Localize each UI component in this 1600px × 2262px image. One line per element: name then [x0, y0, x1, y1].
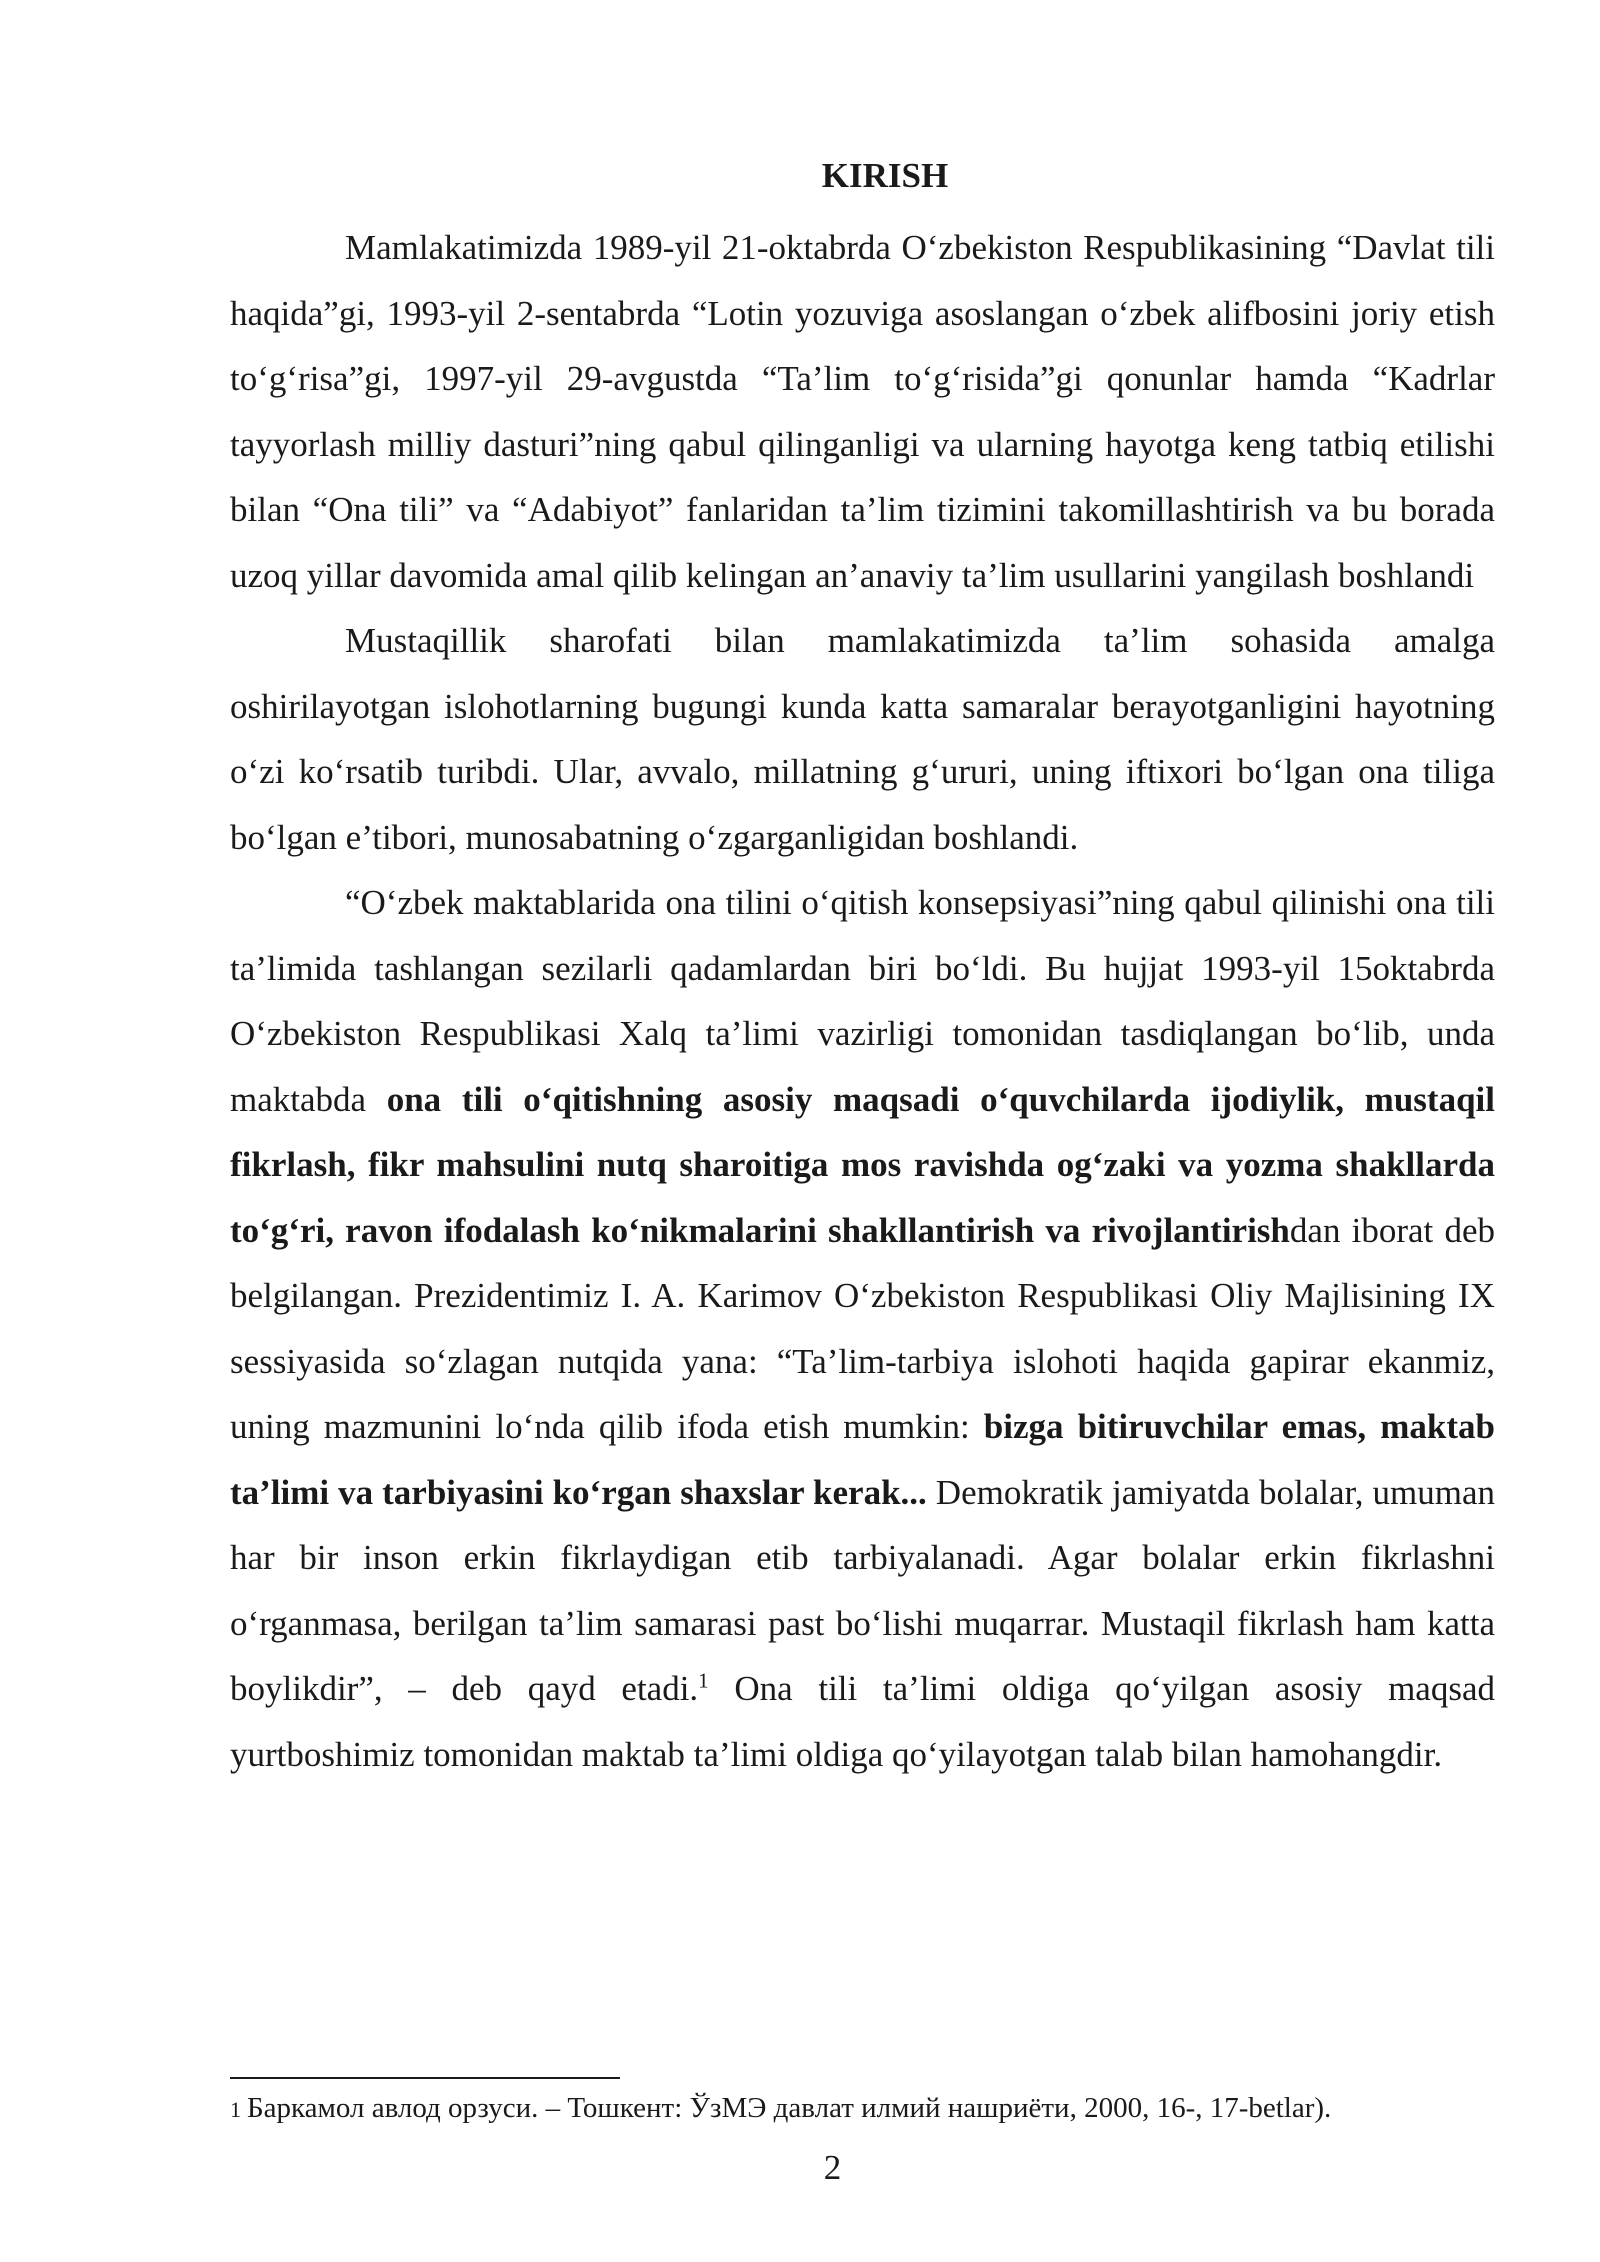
- footnote: [230, 2088, 1530, 2130]
- page-number: 2: [823, 2148, 842, 2187]
- document-body: [230, 150, 1495, 1787]
- section-heading: KIRISH: [821, 156, 949, 195]
- text-segment: dan iborat deb belgilangan. Prezidentimiz I. A. Karimov O‘zbekiston Respublikasi Oliy Majlisining IX sessiyasida so‘zlagan nutqida yana: “Ta’lim-tarbiya islohoti haqida gapirar ekanmiz, uning mazmunini lo‘nda qilib ifoda etish mumkin:: [230, 1210, 1495, 1446]
- bold-text-segment: bizga bitiruvchilar emas, maktab ta’limi va tarbiyasini ko‘rgan shaxslar kerak...: [230, 1407, 1495, 1512]
- text-segment: “O‘zbek maktablarida ona tilini o‘qitish konsepsiyasi”ning qabul qilinishi ona tili ta’limida tashlangan sezilarli qadamlardan biri bo‘ldi. Bu hujjat 1993-yil 15oktabrda O‘zbekiston Respublikasi Xalq ta’limi vazirligi tomonidan tasdiqlangan bo‘lib, unda maktabda: [230, 883, 1495, 1119]
- footnote-reference: 1: [698, 1668, 709, 1693]
- footnote-text: Баркамол авлод орзуси. – Тошкент: ЎзМЭ давлат илмий нашриёти, 2000, 16-, 17-betlar).: [247, 2092, 1332, 2124]
- footnote-number: 1: [230, 2097, 241, 2122]
- text-segment: Mamlakatimizda 1989-yil 21-oktabrda O‘zbekiston Respublikasining “Davlat tili haqida”gi, 1993-yil 2-sentabrda “Lotin yozuviga asoslangan o‘zbek alifbosini joriy etish to‘g‘risa”gi, 1997-yil 29-avgustda “Ta’lim to‘g‘risida”gi qonunlar hamda “Kadrlar tayyorlash milliy dasturi”ning qabul qilinganligi va ularning hayotga keng tatbiq etilishi bilan “Ona tili” va “Adabiyot” fanlaridan ta’lim tizimini takomillashtirish va bu borada uzoq yillar davomida amal qilib kelingan an’anaviy ta’lim usullarini yangilash boshlandi: [230, 228, 1495, 595]
- footnote-separator: [230, 2077, 620, 2079]
- paragraph: [230, 870, 1495, 1787]
- bold-text-segment: ona tili o‘qitishning asosiy maqsadi o‘quvchilarda ijodiylik, mustaqil fikrlash, fikr mahsulini nutq sharoitiga mos ravishda og‘zaki va yozma shakllarda to‘g‘ri, ravon ifodalash ko‘nikmalarini shakllantirish va rivojlantirish: [230, 1079, 1495, 1250]
- text-segment: Ona tili ta’limi oldiga qo‘yilgan asosiy maqsad yurtboshimiz tomonidan maktab ta’limi oldiga qo‘yilayotgan talab bilan hamohangdir.: [230, 1669, 1495, 1774]
- paragraph: [230, 215, 1495, 608]
- text-segment: Demokratik jamiyatda bolalar, umuman har bir inson erkin fikrlaydigan etib tarbiyalanadi. Agar bolalar erkin fikrlashni o‘rganmasa, berilgan ta’lim samarasi past bo‘lishi muqarrar. Mustaqil fikrlash ham katta boylikdir”, – deb qayd etadi.: [230, 1472, 1495, 1708]
- paragraph: [230, 608, 1495, 870]
- text-segment: Mustaqillik sharofati bilan mamlakatimizda ta’lim sohasida amalga oshirilayotgan islohotlarning bugungi kunda katta samaralar berayotganligini hayotning o‘zi ko‘rsatib turibdi. Ular, avvalo, millatning g‘ururi, uning iftixori bo‘lgan ona tiliga bo‘lgan e’tibori, munosabatning o‘zgarganligidan boshlandi.: [230, 621, 1495, 857]
- paragraph-list: [230, 215, 1495, 1787]
